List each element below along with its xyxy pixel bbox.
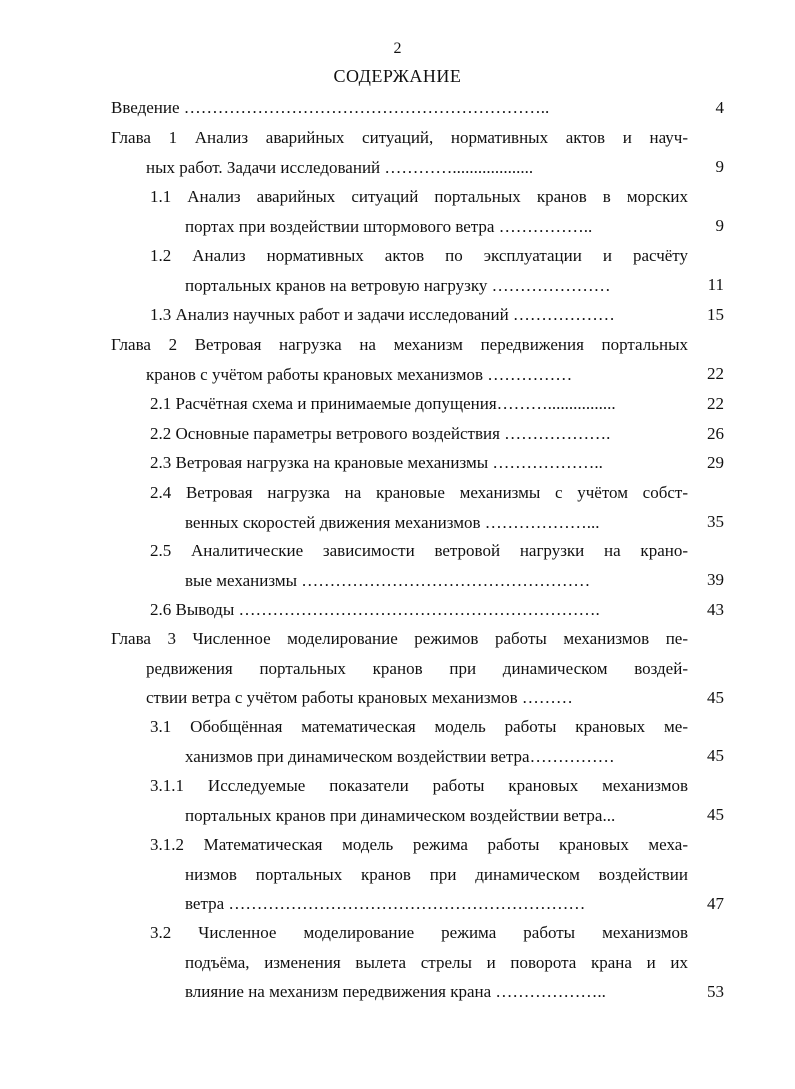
toc-page-number: 43	[707, 600, 724, 619]
toc-page-number: 4	[715, 98, 724, 117]
toc-entry-1-2[interactable]	[150, 241, 688, 300]
toc-page-number: 15	[707, 305, 724, 324]
toc-entry-introduction[interactable]	[111, 93, 686, 123]
toc-entry-3-2[interactable]	[150, 918, 688, 1007]
toc-entry-text: портах при воздействии штормового ветра ……………..	[185, 216, 593, 236]
toc-entry-text: редвижения портальных кранов при динамическом воздей-	[146, 658, 688, 678]
toc-page-number: 29	[707, 453, 724, 472]
toc-page-number: 39	[707, 570, 724, 589]
toc-entry-chapter-1[interactable]	[111, 123, 688, 182]
toc-entry-text: 3.2 Численное моделирование режима работы механизмов	[150, 923, 688, 942]
toc-entry-2-1[interactable]	[150, 389, 688, 419]
toc-page-number: 22	[707, 394, 724, 413]
toc-entry-1-1[interactable]	[150, 182, 688, 241]
toc-entry-text: 2.2 Основные параметры ветрового воздействия ……………….	[150, 424, 611, 443]
toc-entry-2-4[interactable]	[150, 478, 688, 537]
toc-entry-text: низмов портальных кранов при динамическом воздействии	[185, 864, 688, 884]
toc-entry-text: ных работ. Задачи исследований …………...................	[146, 157, 534, 177]
toc-entry-text: 3.1.2 Математическая модель режима работы крановых меха-	[150, 835, 688, 854]
toc-page-number: 47	[707, 894, 724, 913]
toc-entry-text: ветра ………………………………………………………	[185, 894, 586, 913]
toc-page-number: 22	[707, 364, 724, 383]
toc-entry-2-3[interactable]	[150, 448, 688, 478]
toc-entry-1-3[interactable]	[150, 300, 688, 330]
toc-page-number: 35	[707, 512, 724, 531]
toc-entry-text: 3.1 Обобщённая математическая модель работы крановых ме-	[150, 717, 688, 736]
toc-entry-2-2[interactable]	[150, 419, 688, 449]
toc-entry-text: Введение ………………………………………………………..	[111, 98, 550, 117]
toc-entry-text: 2.1 Расчётная схема и принимаемые допущения………................	[150, 394, 616, 413]
toc-entry-text: 2.6 Выводы ……………………………………………………….	[150, 600, 600, 619]
toc-entry-text: 1.2 Анализ нормативных актов по эксплуатации и расчёту	[150, 246, 688, 265]
toc-entry-text: 1.3 Анализ научных работ и задачи исследований ………………	[150, 305, 615, 324]
toc-entry-chapter-2[interactable]	[111, 330, 688, 389]
toc-page-number: 9	[715, 216, 724, 235]
toc-entry-text: вые механизмы ……………………………………………	[185, 570, 591, 590]
toc-page-number: 45	[707, 805, 724, 824]
toc-entry-text: подъёма, изменения вылета стрелы и поворота крана и их	[185, 952, 688, 972]
toc-entry-text: ханизмов при динамическом воздействии ветра……………	[185, 746, 615, 766]
toc-entry-text: венных скоростей движения механизмов ………………...	[185, 512, 600, 532]
toc-entry-2-6[interactable]	[150, 595, 688, 625]
toc-entry-3-1-1[interactable]	[150, 771, 688, 830]
toc-page-number: 45	[707, 746, 724, 765]
toc-title: СОДЕРЖАНИЕ	[333, 66, 462, 86]
toc-entry-chapter-3[interactable]	[111, 624, 688, 713]
toc-entry-text: Глава 2 Ветровая нагрузка на механизм передвижения портальных	[111, 335, 688, 354]
toc-entry-text: Глава 3 Численное моделирование режимов работы механизмов пе-	[111, 629, 688, 648]
toc-page-number: 9	[715, 157, 724, 176]
toc-page-number: 26	[707, 424, 724, 443]
toc-entry-text: Глава 1 Анализ аварийных ситуаций, нормативных актов и науч-	[111, 128, 688, 147]
toc-entry-text: 1.1 Анализ аварийных ситуаций портальных кранов в морских	[150, 187, 688, 206]
toc-entry-3-1[interactable]	[150, 712, 688, 771]
page-number: 2	[393, 40, 402, 57]
toc-entry-3-1-2[interactable]	[150, 830, 688, 919]
toc-entry-text: ствии ветра с учётом работы крановых механизмов ………	[146, 688, 573, 707]
toc-entry-text: портальных кранов при динамическом воздействии ветра...	[185, 805, 616, 825]
toc-entry-text: 2.5 Аналитические зависимости ветровой нагрузки на крано-	[150, 541, 688, 560]
toc-entry-text: 2.4 Ветровая нагрузка на крановые механизмы с учётом собст-	[150, 483, 688, 502]
toc-entry-text: 3.1.1 Исследуемые показатели работы крановых механизмов	[150, 776, 688, 795]
toc-page-number: 45	[707, 688, 724, 707]
toc-entry-text: портальных кранов на ветровую нагрузку …………………	[185, 275, 611, 295]
toc-entry-text: влияние на механизм передвижения крана ………………..	[185, 982, 606, 1001]
toc-entry-text: 2.3 Ветровая нагрузка на крановые механизмы ………………..	[150, 453, 603, 472]
toc-page-number: 53	[707, 982, 724, 1001]
toc-entry-2-5[interactable]	[150, 536, 688, 595]
toc-page-number: 11	[707, 275, 724, 294]
toc-entry-text: кранов с учётом работы крановых механизмов ……………	[146, 364, 573, 384]
